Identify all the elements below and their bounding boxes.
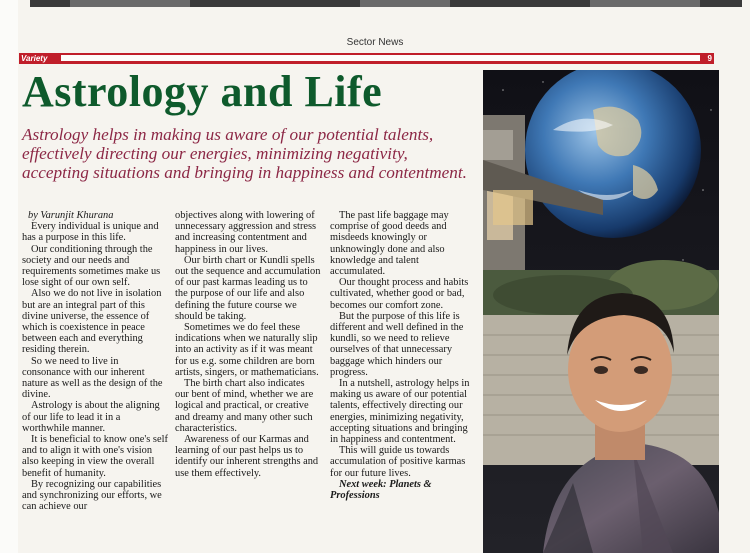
paragraph: It is beneficial to know one's self and to align it with one's vision also keeping in view the overall benefit of humanity. xyxy=(22,434,168,479)
paragraph: Every individual is unique and has a purpose in this life. xyxy=(22,221,159,244)
paragraph: The past life baggage may comprise of good deeds and misdeeds knowingly or unknowingly done and also knowledge and talent accumulated. xyxy=(330,210,449,278)
paragraph: Sometimes we do feel these indications when we naturally slip into an activity as if it was meant for us e.g. some children are born artists, singers, or mathematicians. xyxy=(175,322,319,378)
article-title: Astrology and Life xyxy=(22,67,383,116)
earth-and-author-image xyxy=(483,70,719,553)
previous-page-strip xyxy=(30,0,742,7)
paragraph: Also we do not live in isolation but are an integral part of this divine universe, the essence of which is coexistence in peace between each and everything residing therein. xyxy=(22,288,162,356)
paragraph: But the purpose of this life is different and well defined in the kundli, so we need to relieve ourselves of that unnecessary baggage which hinders our progress. xyxy=(330,310,464,378)
column-1 xyxy=(22,210,168,512)
article-deck: Astrology helps in making us aware of our potential talents, effectively directing our energies, minimizing negativity, accepting situations and bringing in happiness and contentment. xyxy=(22,125,467,182)
paragraph: Awareness of our Karmas and learning of our past helps us to identify our inherent strengths and use them effectively. xyxy=(175,434,319,479)
paragraph: By recognizing our capabilities and synchronizing our efforts, we can achieve our xyxy=(22,478,162,513)
article-body xyxy=(22,210,478,553)
masthead: Sector News xyxy=(346,37,404,48)
paragraph: Our thought process and habits cultivated, whether good or bad, becomes our comfort zone. xyxy=(330,277,469,311)
paragraph: This will guide us towards accumulation of positive karmas for our future lives. xyxy=(330,445,466,479)
column-2 xyxy=(175,210,321,479)
byline: by Varunjit Khurana xyxy=(28,210,114,221)
paragraph: In a nutshell, astrology helps in making us aware of our potential talents, effectively directing our energies, minimizing negativity, accepting situations and bringing in happiness and contentment. xyxy=(330,378,470,446)
paragraph: objectives along with lowering of unnecessary aggression and stress and increasing contentment and happiness in our lives. xyxy=(175,210,317,255)
page-number: 9 xyxy=(707,54,712,63)
paragraph: Astrology is about the aligning of our life to lead it in a worthwhile manner. xyxy=(22,400,160,434)
paragraph: Our birth chart or Kundli spells out the sequence and accumulation of our past karmas leading us to the purpose of our life and also defining the future course we should be taking. xyxy=(175,254,321,322)
paragraph: Our conditioning through the society and our needs and requirements sometimes make us lose sight of our own self. xyxy=(22,243,161,289)
article-photo xyxy=(483,70,719,553)
paragraph: The birth chart also indicates our bent of mind, whether we are logical and practical, or creative and dreamy and many other such characteristics. xyxy=(175,378,314,434)
section-label: Variety xyxy=(21,54,48,63)
paragraph: So we need to live in consonance with our inherent nature as well as the design of the divine. xyxy=(22,355,163,401)
column-3 xyxy=(330,210,476,501)
page-margin xyxy=(0,0,18,553)
next-week-teaser: Next week: Planets & Professions xyxy=(330,478,432,502)
section-bar xyxy=(19,53,714,64)
